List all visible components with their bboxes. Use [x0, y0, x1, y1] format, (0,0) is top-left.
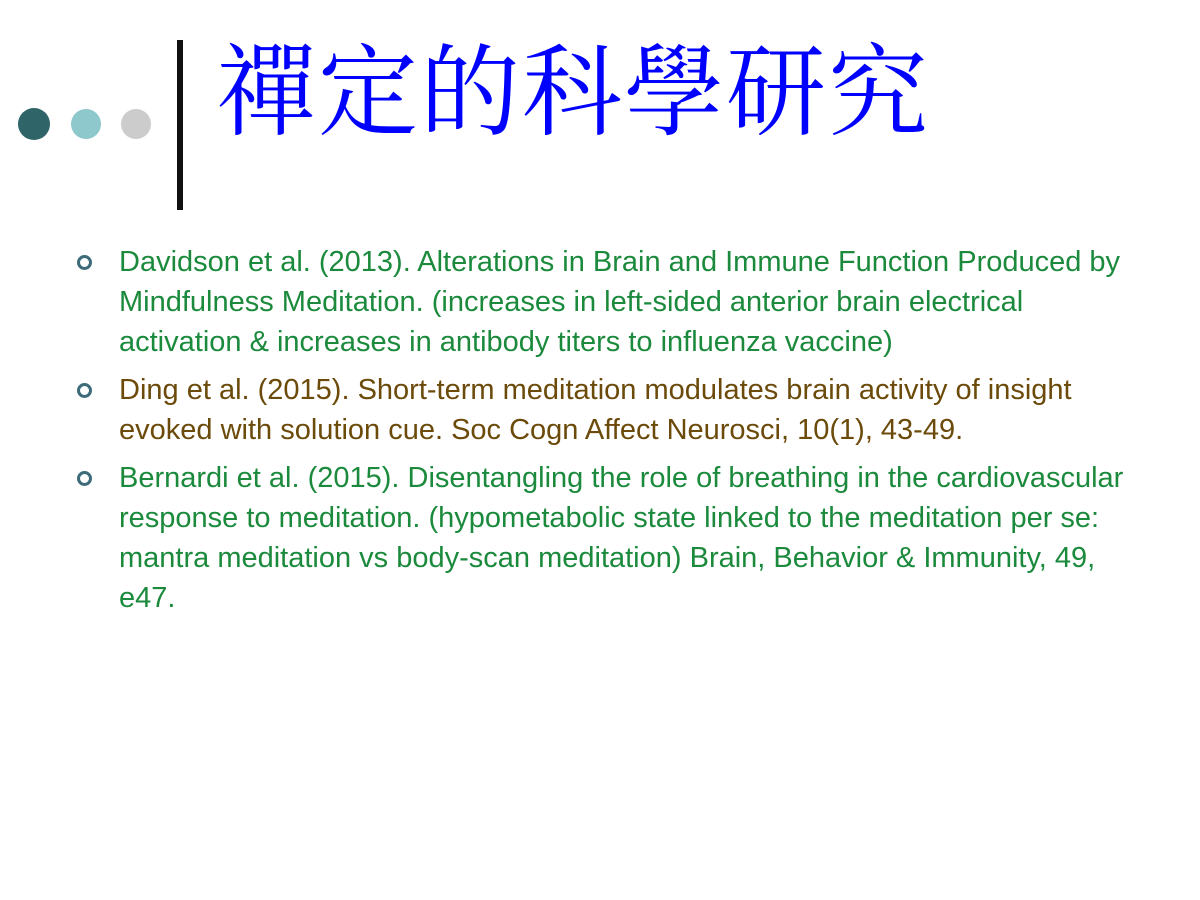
reference-item-ding [0, 370, 1200, 450]
bullet-ring-icon [77, 255, 92, 270]
slide-title: 禪定的科學研究 [216, 34, 930, 151]
decorative-dot-light [71, 109, 101, 139]
reference-item-davidson [0, 242, 1200, 362]
bullet-ring-icon [77, 471, 92, 486]
reference-text: Ding et al. (2015). Short-term meditation modulates brain activity of insight evoked with solution cue. Soc Cogn Affect Neurosci, 10(1), 43-49. [119, 374, 1072, 446]
reference-list [0, 242, 1200, 626]
decorative-dot-dark [18, 108, 50, 140]
reference-text: Davidson et al. (2013). Alterations in Brain and Immune Function Produced by Mindfulness Meditation. (increases in left-sided anterior brain electrical activation & increases in antibody titers to influenza vaccine) [119, 246, 1121, 358]
bullet-ring-icon [77, 383, 92, 398]
decorative-dot-gray [121, 109, 151, 139]
title-divider [177, 40, 183, 210]
reference-item-bernardi [0, 458, 1200, 618]
reference-text: Bernardi et al. (2015). Disentangling the role of breathing in the cardiovascular response to meditation. (hypometabolic state linked to the meditation per se: mantra meditation vs body-scan meditation) Brain, Behavior & Immunity, 49, e47. [119, 462, 1124, 614]
